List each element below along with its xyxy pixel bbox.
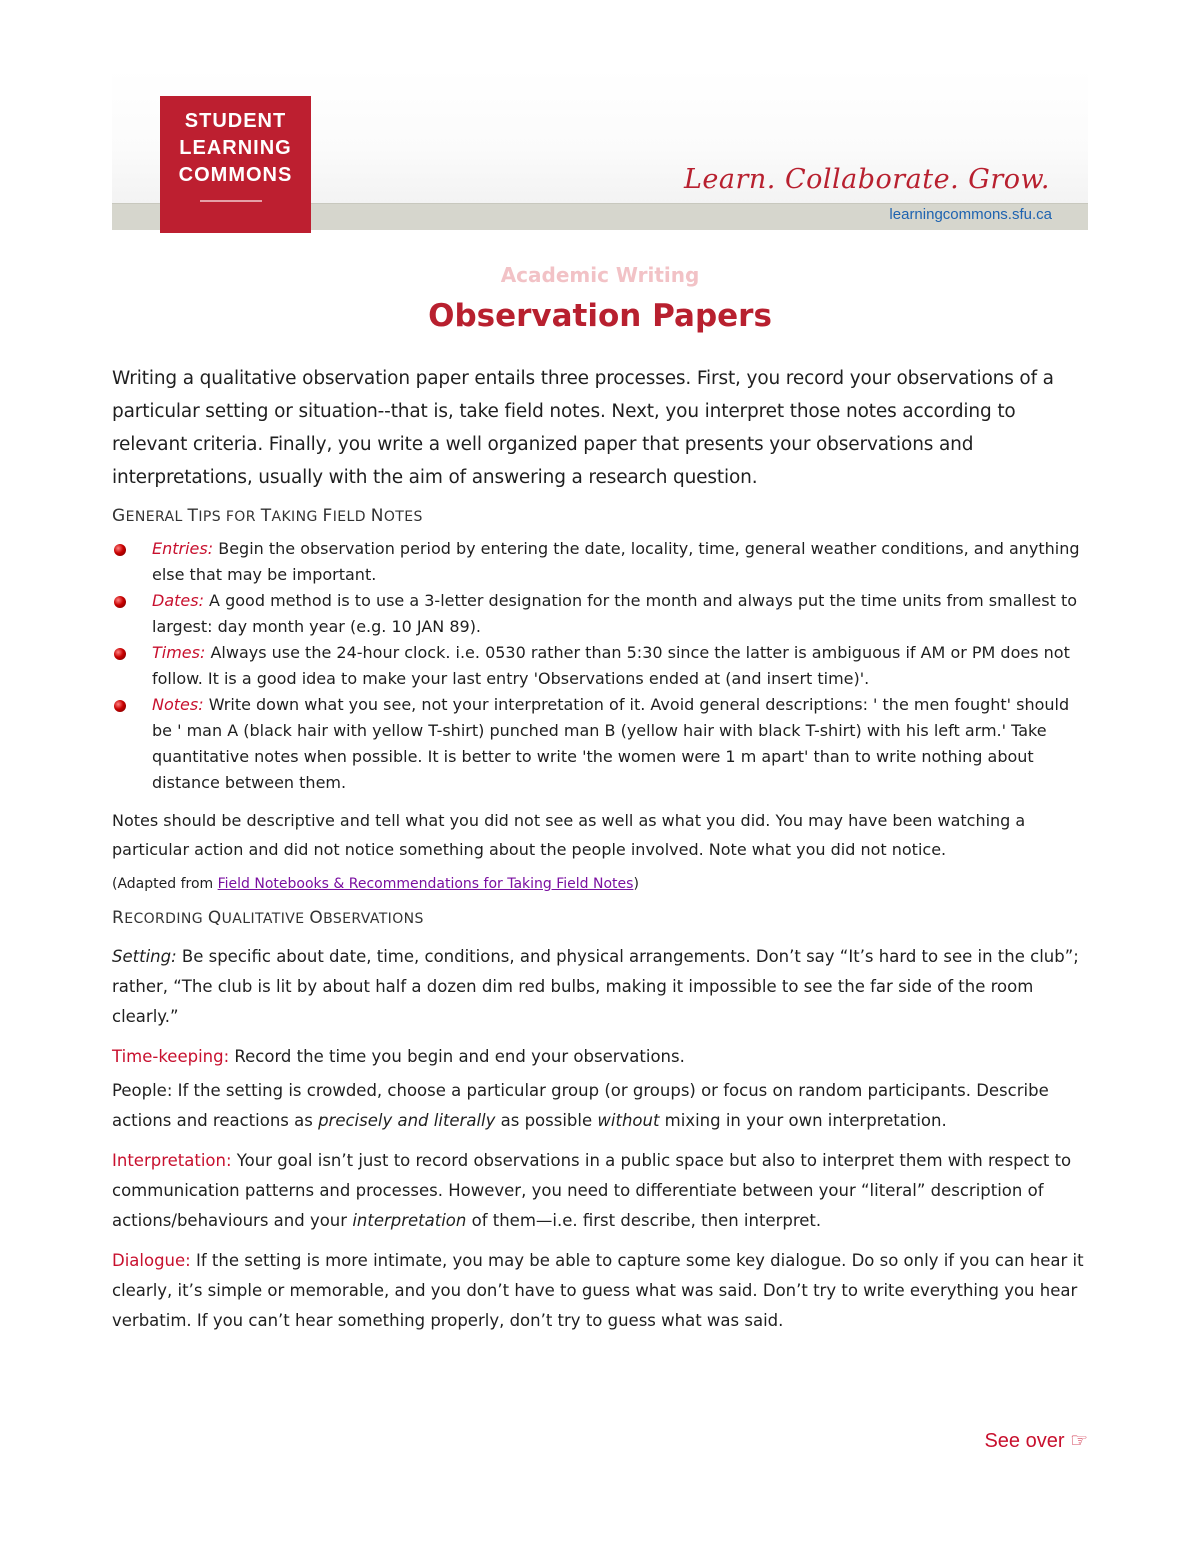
list-item: Times: Always use the 24-hour clock. i.e. 0530 rather than 5:30 since the latter is ambiguous if AM or PM does not follow. It is a good idea to make your last entry 'Observations ended at (and insert time)'.	[112, 640, 1087, 692]
list-item: Entries: Begin the observation period by entering the date, locality, time, general weather conditions, and anything else that may be important.	[112, 536, 1087, 588]
page-title: Observation Papers	[428, 298, 772, 334]
bullet-icon	[114, 596, 126, 608]
interpretation-paragraph: Interpretation: Your goal isn’t just to record observations in a public space but also to interpret them with respect to communication patterns and processes. However, you need to differentiate between your “literal” description of actions/behaviours and your interpretation of them—i.e. first describe, then interpret.	[112, 1151, 1072, 1230]
intro-paragraph: Writing a qualitative observation paper entails three processes. First, you record your observations of a particular setting or situation--that is, take field notes. Next, you interpret those notes according to relevant criteria. Finally, you write a well organized paper that presents your observations and interpretations, usually with the aim of answering a research question.	[112, 368, 1054, 488]
timekeeping-paragraph: Time-keeping: Record the time you begin and end your observations.	[112, 1047, 685, 1066]
logo	[160, 96, 311, 233]
adapted-from: (Adapted from Field Notebooks & Recommendations for Taking Field Notes)	[112, 876, 639, 892]
logo-line-2: LEARNING	[179, 137, 292, 159]
see-over: See over ☞	[984, 1430, 1088, 1452]
bullet-icon	[114, 544, 126, 556]
header-banner	[112, 68, 1088, 243]
bullet-icon	[114, 700, 126, 712]
logo-line-3: COMMONS	[178, 164, 293, 186]
tagline: Learn. Collaborate. Grow.	[683, 164, 1050, 195]
list-item: Notes: Write down what you see, not your interpretation of it. Avoid general descriptions: ' the men fought' should be ' man A (black hair with yellow T-shirt) punched man B (yellow hair with black T-shirt) with his left arm.' Take quantitative notes when possible. It is better to write 'the women were 1 m apart' than to write nothing about distance between them.	[112, 692, 1087, 796]
section-heading-recording: RECORDING QUALITATIVE OBSERVATIONS	[112, 908, 424, 928]
logo-line-1: STUDENT	[184, 110, 287, 132]
notes-paragraph: Notes should be descriptive and tell what you did not see as well as what you did. You may have been watching a particular action and did not notice something about the people involved. Note what you did not notice.	[112, 811, 1026, 859]
tips-list	[112, 536, 1087, 796]
setting-paragraph: Setting: Be specific about date, time, conditions, and physical arrangements. Don’t say “It’s hard to see in the club”; rather, “The club is lit by about half a dozen dim red bulbs, making it impossible to see the far side of the room clearly.”	[112, 947, 1079, 1026]
people-paragraph: People: If the setting is crowded, choose a particular group (or groups) or focus on random participants. Describe actions and reactions as precisely and literally as possible without mixing in your own interpretation.	[112, 1081, 1049, 1130]
logo-text	[160, 108, 311, 189]
field-notebooks-link[interactable]: Field Notebooks & Recommendations for Taking Field Notes	[217, 876, 634, 892]
section-heading-field-notes: GENERAL TIPS FOR TAKING FIELD NOTES	[112, 506, 423, 526]
list-item: Dates: A good method is to use a 3-letter designation for the month and always put the time units from smallest to largest: day month year (e.g. 10 JAN 89).	[112, 588, 1087, 640]
dialogue-paragraph: Dialogue: If the setting is more intimate, you may be able to capture some key dialogue. Do so only if you can hear it clearly, it’s simple or memorable, and you don’t have to guess what was said. Don’t try to write everything you hear verbatim. If you can’t hear something properly, don’t try to guess what was said.	[112, 1251, 1084, 1330]
logo-underline	[200, 200, 262, 202]
document-body	[112, 362, 1087, 1336]
pointing-hand-icon: ☞	[1070, 1430, 1088, 1452]
bullet-icon	[114, 648, 126, 660]
site-url[interactable]: learningcommons.sfu.ca	[889, 206, 1052, 223]
kicker: Academic Writing	[500, 263, 700, 287]
